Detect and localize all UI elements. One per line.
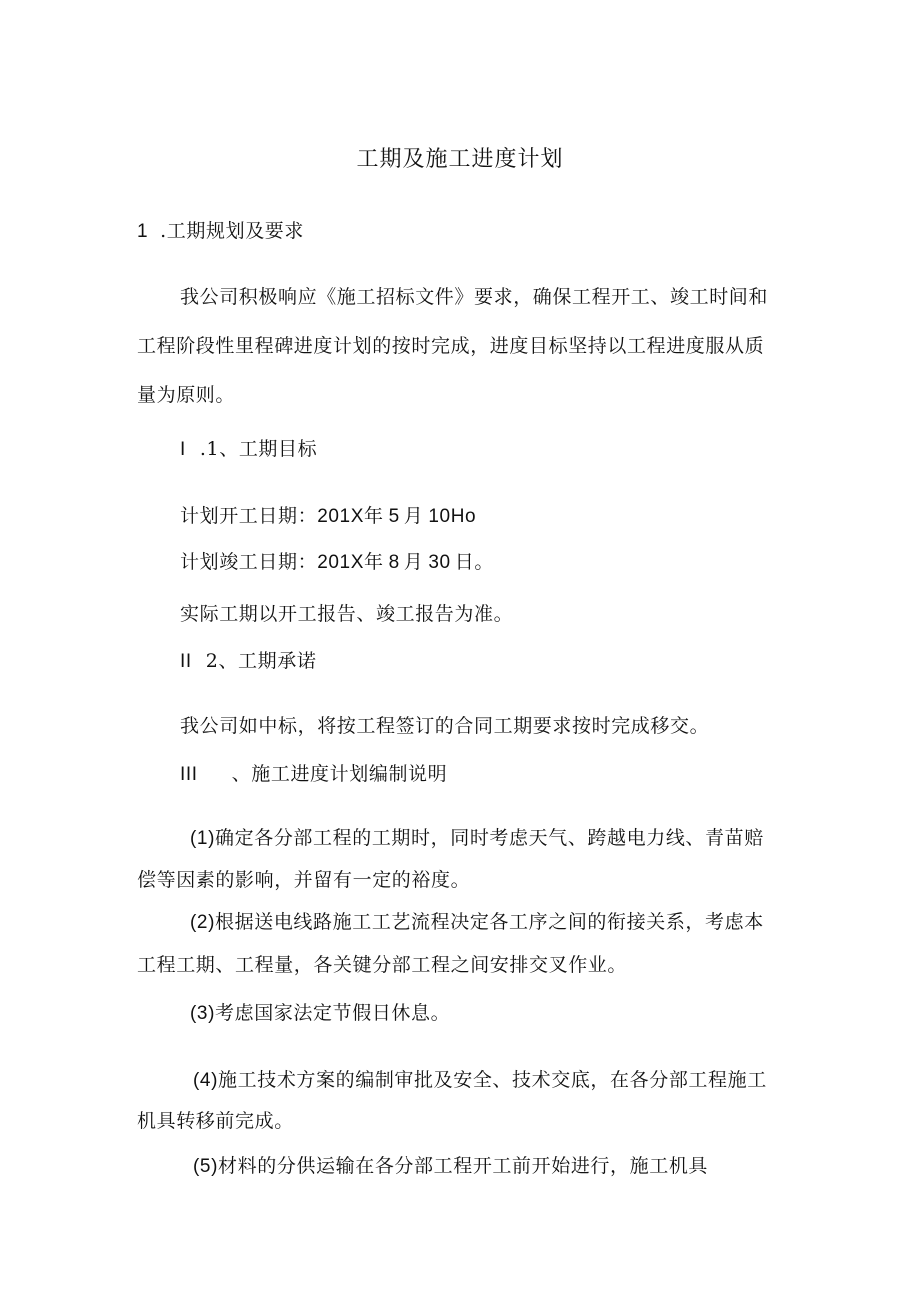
list-item <box>190 825 764 852</box>
paragraph-line: 我公司积极响应《施工招标文件》要求，确保工程开工、竣工时间和 <box>180 286 769 308</box>
section-title: .1、工期目标 <box>199 438 318 460</box>
page-title: 工期及施工进度计划 <box>356 147 564 172</box>
list-item <box>190 1000 450 1027</box>
section-heading-2 <box>180 648 316 675</box>
section-number: 1 <box>137 221 149 242</box>
date-unit: 年 <box>363 505 384 527</box>
date-month: 8 <box>388 552 400 573</box>
paragraph-line: 工程阶段性里程碑进度计划的按时完成，进度目标坚持以工程进度服从质 <box>137 335 765 357</box>
date-month: 5 <box>388 506 400 527</box>
section-title: 2、工期承诺 <box>205 650 317 672</box>
list-item <box>193 1067 767 1094</box>
list-item-continuation: 偿等因素的影响，并留有一定的裕度。 <box>137 869 471 891</box>
section-number: III <box>180 764 198 785</box>
date-label: 计划竣工日期： <box>180 551 318 573</box>
section-title: 、施工进度计划编制说明 <box>231 763 448 785</box>
date-unit: 月 <box>403 505 424 527</box>
section-heading-3 <box>180 761 447 788</box>
list-item-continuation: 工程工期、工程量，各关键分部工程之间安排交叉作业。 <box>137 954 628 976</box>
date-label: 计划开工日期： <box>180 505 318 527</box>
paragraph-line: 实际工期以开工报告、竣工报告为准。 <box>180 603 514 625</box>
item-number: (1) <box>190 828 216 849</box>
date-year: 201X <box>317 552 364 573</box>
item-text: 材料的分供运输在各分部工程开工前开始进行，施工机具 <box>218 1155 709 1177</box>
section-number: II <box>180 651 192 672</box>
list-item <box>193 1153 708 1180</box>
section-title: .工期规划及要求 <box>160 220 305 242</box>
item-text: 确定各分部工程的工期时，同时考虑天气、跨越电力线、青苗赔 <box>215 827 764 849</box>
list-item-continuation: 机具转移前完成。 <box>137 1110 294 1132</box>
planned-end-date <box>180 549 494 576</box>
date-year: 201X <box>317 506 364 527</box>
date-unit: 日。 <box>454 551 494 573</box>
date-day: 10Ho <box>428 506 477 527</box>
date-unit: 年 <box>363 551 384 573</box>
date-unit: 月 <box>403 551 424 573</box>
item-number: (2) <box>190 912 216 933</box>
section-heading-1-1 <box>180 436 317 463</box>
planned-start-date <box>180 503 476 530</box>
item-text: 根据送电线路施工工艺流程决定各工序之间的衔接关系，考虑本 <box>215 911 764 933</box>
item-number: (3) <box>190 1003 216 1024</box>
date-day: 30 <box>428 552 451 573</box>
section-heading-1 <box>137 218 304 245</box>
item-text: 施工技术方案的编制审批及安全、技术交底，在各分部工程施工 <box>218 1069 767 1091</box>
item-text: 考虑国家法定节假日休息。 <box>215 1002 451 1024</box>
list-item <box>190 909 764 936</box>
section-number: I <box>180 439 186 460</box>
paragraph-line: 我公司如中标，将按工程签订的合同工期要求按时完成移交。 <box>180 715 710 737</box>
item-number: (5) <box>193 1156 219 1177</box>
paragraph-line: 量为原则。 <box>137 384 236 406</box>
item-number: (4) <box>193 1070 219 1091</box>
